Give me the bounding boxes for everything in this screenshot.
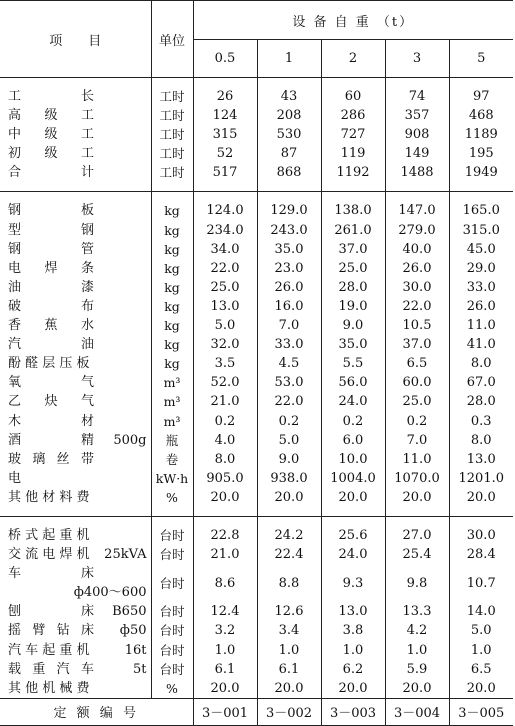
- machines-value: 6.5: [449, 660, 513, 679]
- machines-name-text: 载 重 汽 车: [8, 661, 94, 677]
- materials-value: 7.0: [257, 316, 321, 335]
- materials-value: 261.0: [321, 221, 385, 240]
- materials-value: 10.0: [321, 450, 385, 469]
- quota-code: 3－004: [385, 698, 449, 725]
- quota-code: 3－001: [193, 698, 257, 725]
- machines-value: 22.8: [193, 526, 257, 545]
- materials-value: 26.0: [449, 297, 513, 316]
- materials-value: 9.0: [257, 450, 321, 469]
- machines-name: [0, 660, 151, 679]
- materials-name-text: 酒 精: [8, 432, 94, 448]
- materials-value: 23.0: [257, 259, 321, 278]
- header-unit: 单位: [151, 1, 193, 78]
- machines-name-text: 其 他 机 械 费: [8, 680, 90, 696]
- machines-value: 22.4: [257, 545, 321, 564]
- materials-row: [0, 201, 513, 220]
- machines-value: 13.3: [385, 602, 449, 621]
- materials-name: [0, 201, 151, 220]
- machines-spec: 25kVA: [104, 547, 147, 563]
- machines-value: 28.4: [449, 545, 513, 564]
- machines-unit: 台时: [151, 564, 193, 602]
- materials-name: [0, 488, 151, 507]
- materials-name-text: 钢 板: [8, 203, 94, 219]
- materials-value: 29.0: [449, 259, 513, 278]
- header-item: 项 目: [0, 1, 151, 78]
- materials-value: 4.5: [257, 354, 321, 373]
- materials-name: [0, 335, 151, 354]
- labor-name-text: 高 级 工: [8, 108, 94, 124]
- machines-row: [0, 545, 513, 564]
- materials-row: [0, 259, 513, 278]
- materials-unit: kg: [151, 240, 193, 259]
- header-col-4: 5: [449, 40, 513, 78]
- machines-name: [0, 621, 151, 640]
- machines-value: 20.0: [449, 679, 513, 699]
- machines-unit: 台时: [151, 621, 193, 640]
- labor-value: 517: [193, 163, 257, 182]
- materials-value: 124.0: [193, 201, 257, 220]
- materials-name-text: 氧 气: [8, 375, 94, 391]
- machines-unit: 台时: [151, 545, 193, 564]
- materials-value: 37.0: [385, 335, 449, 354]
- materials-row: [0, 412, 513, 431]
- machines-value: 24.0: [321, 545, 385, 564]
- machines-value: 20.0: [257, 679, 321, 699]
- materials-value: 19.0: [321, 297, 385, 316]
- materials-value: 8.0: [193, 450, 257, 469]
- materials-value: 3.5: [193, 354, 257, 373]
- materials-value: 53.0: [257, 373, 321, 392]
- machines-value: 9.8: [385, 564, 449, 602]
- machines-name: [0, 641, 151, 660]
- machines-value: 27.0: [385, 526, 449, 545]
- materials-value: 5.0: [193, 316, 257, 335]
- machines-unit: 台时: [151, 660, 193, 679]
- materials-value: 6.5: [385, 354, 449, 373]
- materials-row: [0, 297, 513, 316]
- materials-name-text: 破 布: [8, 298, 94, 314]
- materials-unit: kg: [151, 335, 193, 354]
- machines-name-text: 摇 臂 钻 床: [8, 623, 94, 639]
- machines-spec: ф50: [119, 623, 147, 639]
- materials-unit: kg: [151, 221, 193, 240]
- labor-row: [0, 106, 513, 125]
- labor-value: 1192: [321, 163, 385, 182]
- materials-value: 32.0: [193, 335, 257, 354]
- materials-name: [0, 392, 151, 411]
- materials-value: 8.0: [449, 431, 513, 450]
- materials-value: 22.0: [257, 392, 321, 411]
- materials-value: 0.2: [257, 412, 321, 431]
- machines-name-text: 车 床: [8, 566, 94, 582]
- materials-value: 20.0: [257, 488, 321, 507]
- materials-value: 20.0: [193, 488, 257, 507]
- materials-unit: %: [151, 488, 193, 507]
- machines-unit: 台时: [151, 526, 193, 545]
- materials-value: 30.0: [385, 278, 449, 297]
- materials-name-text: 其 他 材 料 费: [8, 489, 90, 505]
- materials-value: 13.0: [449, 450, 513, 469]
- labor-value: 60: [321, 87, 385, 106]
- materials-value: 6.0: [321, 431, 385, 450]
- labor-unit: 工时: [151, 144, 193, 163]
- materials-name: [0, 469, 151, 488]
- quota-code: 3－003: [321, 698, 385, 725]
- labor-name-text: 工 长: [8, 89, 94, 104]
- materials-value: 20.0: [321, 488, 385, 507]
- materials-value: 905.0: [193, 469, 257, 488]
- labor-value: 468: [449, 106, 513, 125]
- labor-value: 1488: [385, 163, 449, 182]
- materials-value: 11.0: [385, 450, 449, 469]
- materials-row: [0, 488, 513, 507]
- labor-name: [0, 106, 151, 125]
- materials-value: 28.0: [449, 392, 513, 411]
- materials-value: 138.0: [321, 201, 385, 220]
- machines-value: 12.6: [257, 602, 321, 621]
- materials-value: 243.0: [257, 221, 321, 240]
- materials-row: [0, 450, 513, 469]
- labor-unit: 工时: [151, 87, 193, 106]
- materials-value: 129.0: [257, 201, 321, 220]
- machines-name-text: 交 流 电 焊 机: [8, 547, 90, 563]
- labor-value: 208: [257, 106, 321, 125]
- header-col-1: 1: [257, 40, 321, 78]
- materials-name: [0, 278, 151, 297]
- materials-value: 28.0: [321, 278, 385, 297]
- machines-unit: 台时: [151, 602, 193, 621]
- machines-unit: %: [151, 679, 193, 699]
- materials-value: 37.0: [321, 240, 385, 259]
- materials-value: 41.0: [449, 335, 513, 354]
- materials-value: 35.0: [257, 240, 321, 259]
- labor-name: [0, 163, 151, 182]
- materials-name-text: 香 蕉 水: [8, 318, 94, 334]
- materials-row: [0, 240, 513, 259]
- quota-code: 3－002: [257, 698, 321, 725]
- materials-name-text: 型 钢: [8, 222, 94, 238]
- materials-value: 20.0: [449, 488, 513, 507]
- materials-spec: 500g: [113, 432, 147, 448]
- machines-value: 8.8: [257, 564, 321, 602]
- machines-value: 12.4: [193, 602, 257, 621]
- labor-name-text: 中 级 工: [8, 127, 94, 143]
- materials-value: 56.0: [321, 373, 385, 392]
- machines-unit: 台时: [151, 641, 193, 660]
- materials-name: [0, 412, 151, 431]
- labor-value: 97: [449, 87, 513, 106]
- materials-name: [0, 259, 151, 278]
- materials-value: 315.0: [449, 221, 513, 240]
- labor-row: [0, 87, 513, 106]
- materials-value: 0.2: [193, 412, 257, 431]
- labor-value: 315: [193, 125, 257, 144]
- labor-value: 868: [257, 163, 321, 182]
- machines-value: 1.0: [385, 641, 449, 660]
- materials-name-text: 电: [8, 470, 22, 486]
- labor-value: 26: [193, 87, 257, 106]
- materials-value: 25.0: [193, 278, 257, 297]
- materials-name-text: 乙 炔 气: [8, 394, 94, 410]
- materials-value: 7.0: [385, 431, 449, 450]
- machines-value: 14.0: [449, 602, 513, 621]
- materials-value: 25.0: [385, 392, 449, 411]
- machines-row: [0, 564, 513, 602]
- materials-value: 1070.0: [385, 469, 449, 488]
- materials-unit: kg: [151, 354, 193, 373]
- machines-name: [0, 564, 151, 602]
- labor-value: 124: [193, 106, 257, 125]
- labor-row: [0, 163, 513, 182]
- machines-name-text: 桥 式 起 重 机: [8, 527, 90, 543]
- header-col-3: 3: [385, 40, 449, 78]
- machines-row: [0, 526, 513, 545]
- labor-row: [0, 125, 513, 144]
- materials-value: 8.0: [449, 354, 513, 373]
- machines-value: 8.6: [193, 564, 257, 602]
- materials-unit: 瓶: [151, 431, 193, 450]
- materials-row: [0, 469, 513, 488]
- machines-row: [0, 641, 513, 660]
- machines-spec: 5t: [133, 661, 147, 677]
- materials-unit: kW·h: [151, 469, 193, 488]
- labor-value: 74: [385, 87, 449, 106]
- materials-unit: m³: [151, 373, 193, 392]
- materials-unit: 卷: [151, 450, 193, 469]
- materials-name: [0, 431, 151, 450]
- machines-name: [0, 545, 151, 564]
- materials-name: [0, 373, 151, 392]
- machines-value: 21.0: [193, 545, 257, 564]
- machines-value: 3.2: [193, 621, 257, 640]
- materials-unit: kg: [151, 201, 193, 220]
- labor-value: 727: [321, 125, 385, 144]
- labor-value: 1189: [449, 125, 513, 144]
- machines-value: 1.0: [257, 641, 321, 660]
- machines-value: 5.0: [449, 621, 513, 640]
- materials-value: 234.0: [193, 221, 257, 240]
- materials-unit: m³: [151, 392, 193, 411]
- machines-value: 30.0: [449, 526, 513, 545]
- materials-value: 22.0: [385, 297, 449, 316]
- machines-row: [0, 660, 513, 679]
- materials-row: [0, 392, 513, 411]
- labor-unit: 工时: [151, 163, 193, 182]
- machines-value: 1.0: [321, 641, 385, 660]
- machines-row: [0, 602, 513, 621]
- materials-value: 165.0: [449, 201, 513, 220]
- materials-row: [0, 431, 513, 450]
- materials-value: 52.0: [193, 373, 257, 392]
- labor-value: 149: [385, 144, 449, 163]
- machines-value: 10.7: [449, 564, 513, 602]
- machines-spec: ф400～600: [73, 585, 147, 601]
- materials-value: 25.0: [321, 259, 385, 278]
- materials-unit: kg: [151, 316, 193, 335]
- materials-row: [0, 354, 513, 373]
- materials-row: [0, 278, 513, 297]
- materials-name-text: 油 漆: [8, 279, 94, 295]
- machines-value: 20.0: [321, 679, 385, 699]
- labor-name: [0, 144, 151, 163]
- machines-value: 1.0: [449, 641, 513, 660]
- materials-row: [0, 221, 513, 240]
- header-weight: 设 备 自 重 （t）: [193, 1, 513, 40]
- labor-unit: 工时: [151, 125, 193, 144]
- materials-value: 33.0: [257, 335, 321, 354]
- machines-value: 25.6: [321, 526, 385, 545]
- materials-value: 938.0: [257, 469, 321, 488]
- labor-value: 43: [257, 87, 321, 106]
- materials-value: 11.0: [449, 316, 513, 335]
- materials-value: 26.0: [385, 259, 449, 278]
- materials-value: 60.0: [385, 373, 449, 392]
- labor-value: 1949: [449, 163, 513, 182]
- materials-value: 20.0: [385, 488, 449, 507]
- machines-value: 3.4: [257, 621, 321, 640]
- machines-name: [0, 526, 151, 545]
- materials-name: [0, 297, 151, 316]
- materials-name-text: 酚 醛 层 压 板: [8, 356, 90, 372]
- machines-name: [0, 602, 151, 621]
- machines-row: [0, 621, 513, 640]
- labor-unit: 工时: [151, 106, 193, 125]
- materials-name-text: 电 焊 条: [8, 260, 94, 276]
- materials-row: [0, 316, 513, 335]
- materials-value: 67.0: [449, 373, 513, 392]
- machines-value: 5.9: [385, 660, 449, 679]
- materials-value: 16.0: [257, 297, 321, 316]
- materials-value: 35.0: [321, 335, 385, 354]
- machines-name-text: 汽 车 起 重 机: [8, 642, 90, 658]
- machines-value: 20.0: [193, 679, 257, 699]
- materials-value: 24.0: [321, 392, 385, 411]
- materials-unit: kg: [151, 297, 193, 316]
- labor-value: 52: [193, 144, 257, 163]
- materials-name-text: 钢 管: [8, 241, 94, 257]
- materials-value: 147.0: [385, 201, 449, 220]
- quota-code: 3－005: [449, 698, 513, 725]
- labor-value: 357: [385, 106, 449, 125]
- machines-value: 25.4: [385, 545, 449, 564]
- materials-value: 0.2: [385, 412, 449, 431]
- labor-value: 908: [385, 125, 449, 144]
- machines-value: 24.2: [257, 526, 321, 545]
- materials-name: [0, 450, 151, 469]
- labor-row: [0, 144, 513, 163]
- machines-spec: 16t: [124, 642, 147, 658]
- materials-value: 22.0: [193, 259, 257, 278]
- machines-value: 6.2: [321, 660, 385, 679]
- materials-value: 40.0: [385, 240, 449, 259]
- materials-value: 279.0: [385, 221, 449, 240]
- labor-name: [0, 87, 151, 106]
- materials-name-text: 木 材: [8, 413, 94, 429]
- materials-value: 10.5: [385, 316, 449, 335]
- machines-value: 3.8: [321, 621, 385, 640]
- materials-name: [0, 240, 151, 259]
- materials-value: 0.3: [449, 412, 513, 431]
- materials-name-text: 汽 油: [8, 337, 94, 353]
- header-col-0: 0.5: [193, 40, 257, 78]
- materials-unit: kg: [151, 278, 193, 297]
- quota-code-label: 定 额 编 号: [0, 698, 193, 725]
- labor-name-text: 初 级 工: [8, 146, 94, 162]
- machines-value: 1.0: [193, 641, 257, 660]
- machines-value: 4.2: [385, 621, 449, 640]
- materials-value: 13.0: [193, 297, 257, 316]
- materials-value: 45.0: [449, 240, 513, 259]
- materials-value: 5.0: [257, 431, 321, 450]
- labor-value: 195: [449, 144, 513, 163]
- labor-name-text: 合 计: [8, 165, 94, 181]
- materials-row: [0, 335, 513, 354]
- materials-value: 4.0: [193, 431, 257, 450]
- labor-value: 286: [321, 106, 385, 125]
- materials-value: 33.0: [449, 278, 513, 297]
- labor-value: 87: [257, 144, 321, 163]
- machines-value: 13.0: [321, 602, 385, 621]
- materials-value: 26.0: [257, 278, 321, 297]
- materials-name: [0, 354, 151, 373]
- materials-name: [0, 316, 151, 335]
- machines-value: 9.3: [321, 564, 385, 602]
- materials-value: 0.2: [321, 412, 385, 431]
- header-col-2: 2: [321, 40, 385, 78]
- materials-unit: kg: [151, 259, 193, 278]
- labor-name: [0, 125, 151, 144]
- labor-value: 119: [321, 144, 385, 163]
- materials-value: 21.0: [193, 392, 257, 411]
- machines-spec: B650: [112, 604, 147, 620]
- machines-value: 6.1: [257, 660, 321, 679]
- machines-value: 6.1: [193, 660, 257, 679]
- materials-value: 34.0: [193, 240, 257, 259]
- machines-name-text: 刨 床: [8, 604, 94, 620]
- materials-row: [0, 373, 513, 392]
- labor-value: 530: [257, 125, 321, 144]
- machines-row: [0, 679, 513, 699]
- materials-value: 1201.0: [449, 469, 513, 488]
- materials-value: 9.0: [321, 316, 385, 335]
- machines-value: 20.0: [385, 679, 449, 699]
- materials-value: 1004.0: [321, 469, 385, 488]
- machines-name: [0, 679, 151, 699]
- materials-name: [0, 221, 151, 240]
- materials-unit: m³: [151, 412, 193, 431]
- materials-value: 5.5: [321, 354, 385, 373]
- materials-name-text: 玻 璃 丝 带: [8, 451, 94, 467]
